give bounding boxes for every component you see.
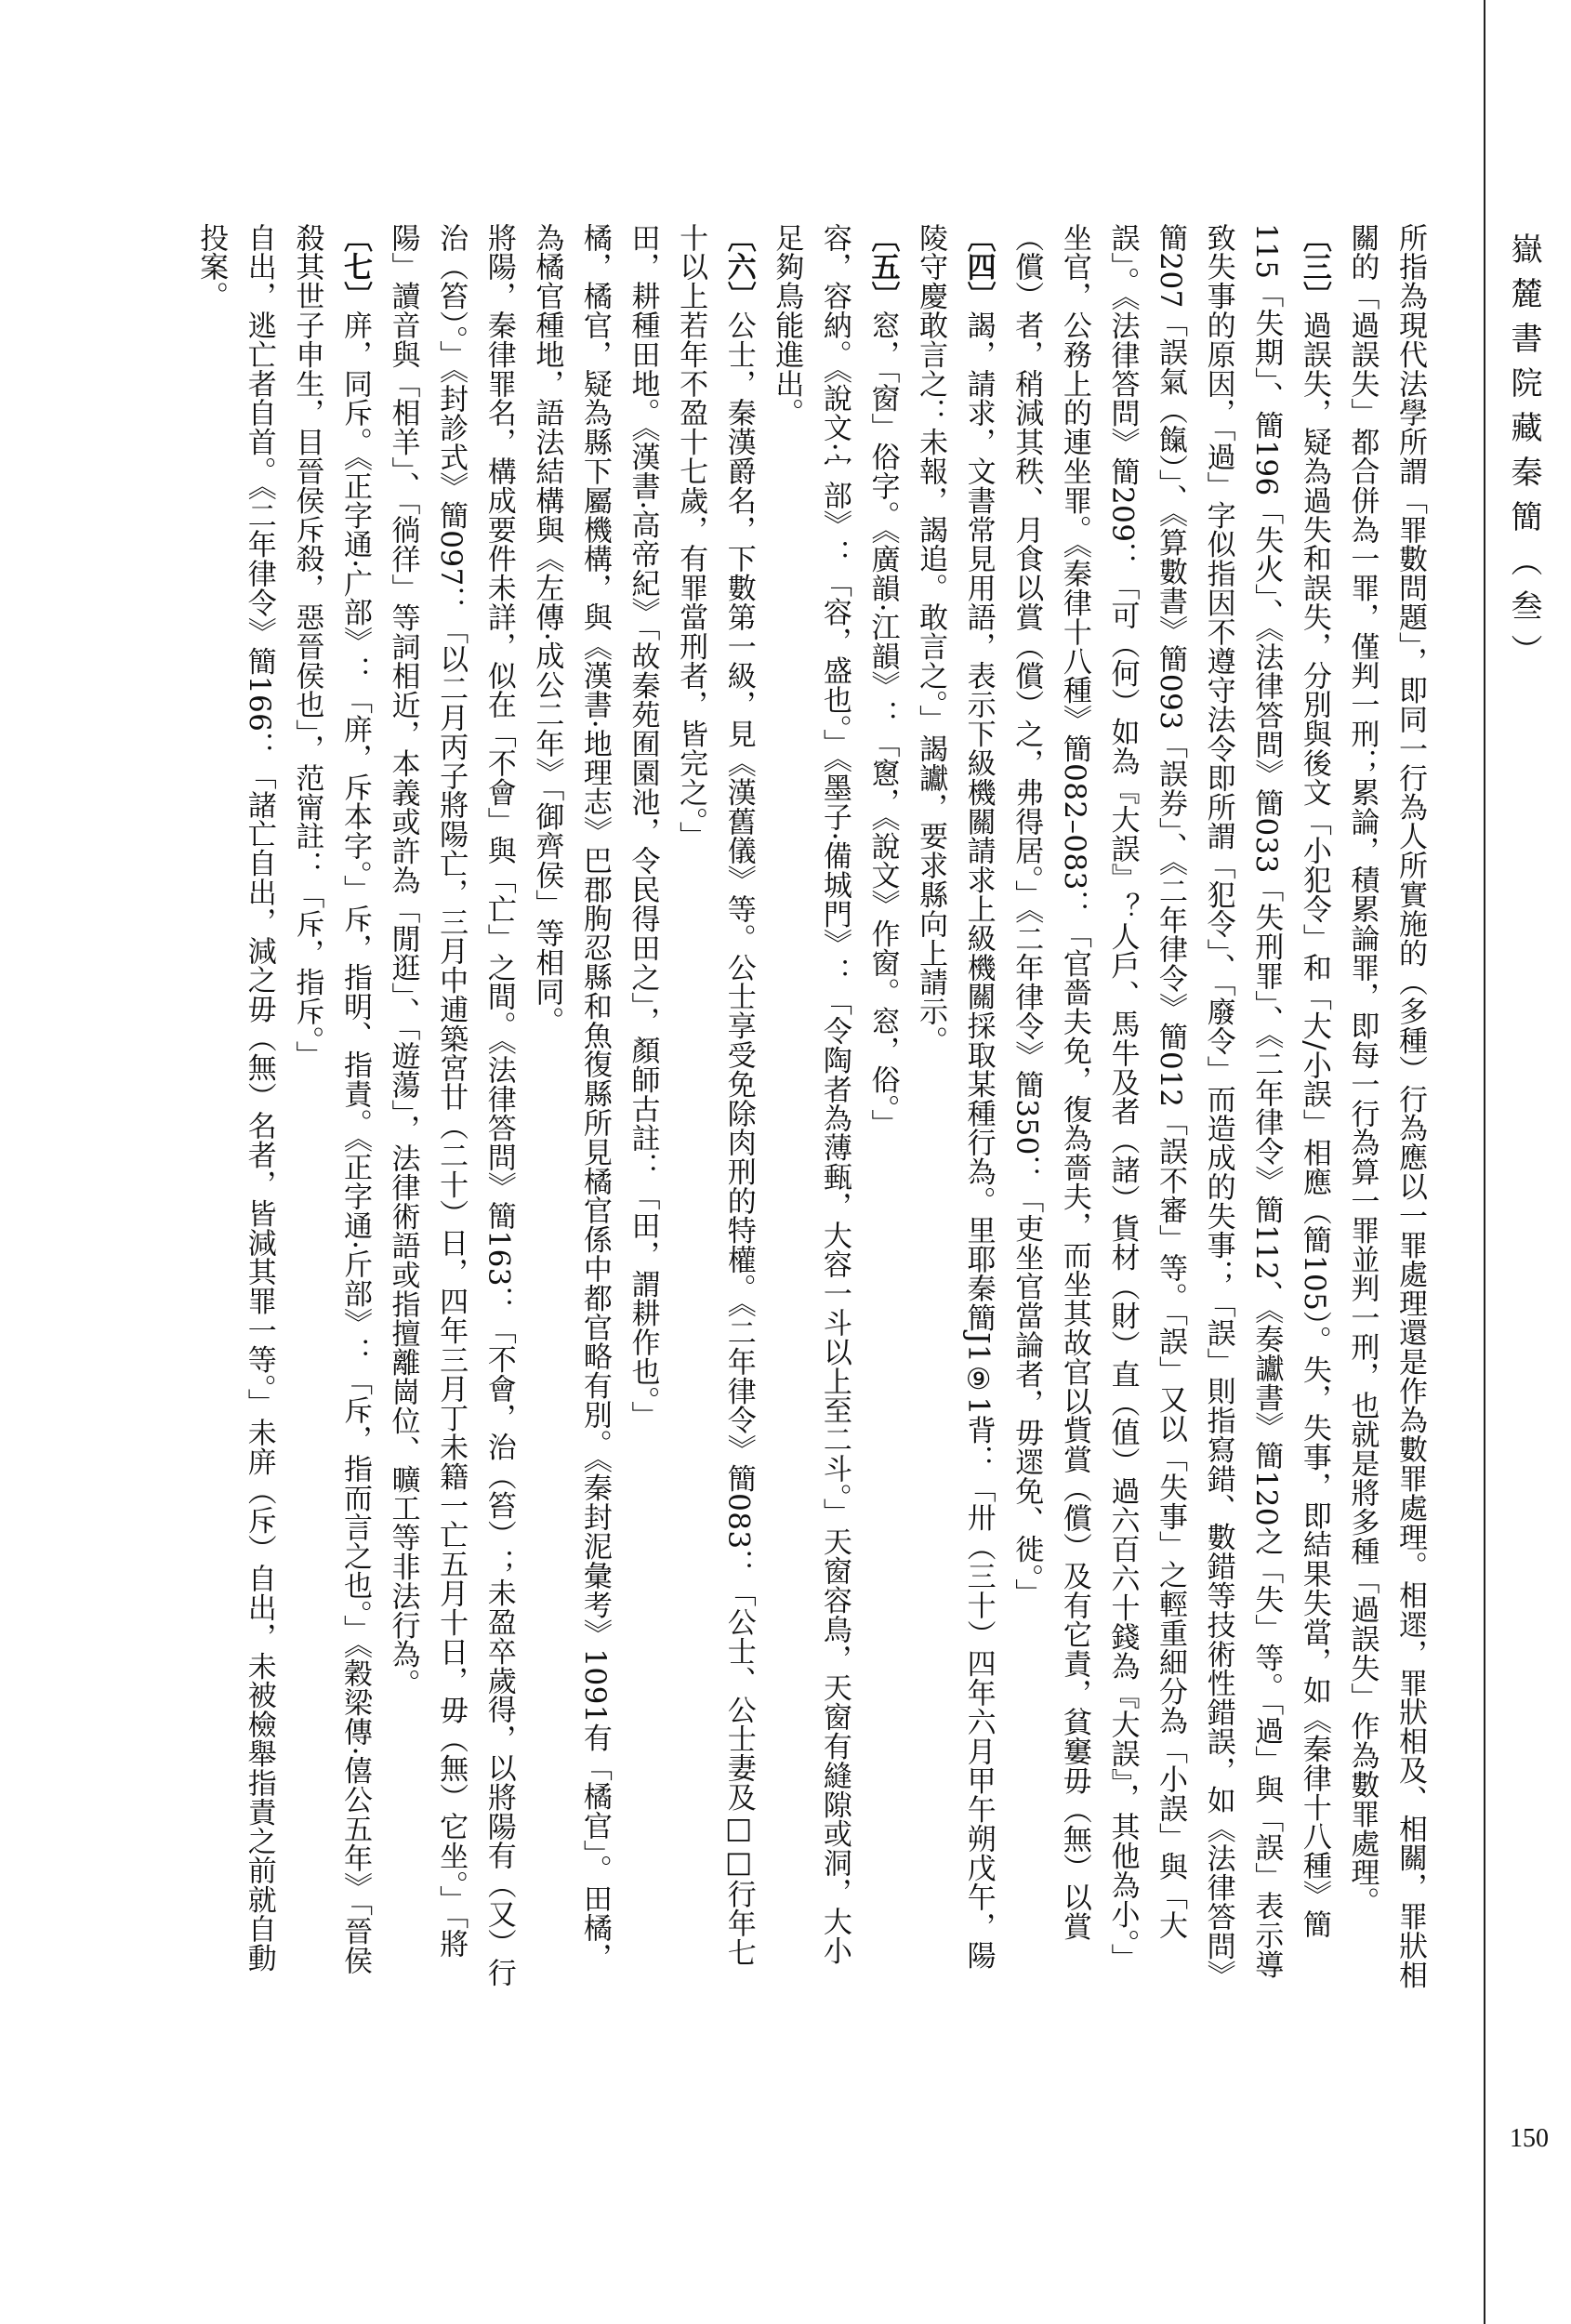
note-paragraph bbox=[1002, 223, 1098, 1989]
note-paragraph bbox=[1338, 223, 1433, 1989]
paragraph-text: 坐官，公務上的連坐罪。《秦律十八種》簡082–083：「官嗇夫免，復為嗇夫，而坐其故官以貲賞（償）及有它責，貧窶毋（無）以賞（償）者，稍減其秩、月食以賞（償）之，弗得居。」《二年律令》簡350：「吏坐官當論者，毋遝免、徙。」 bbox=[1010, 223, 1091, 1942]
note-paragraph bbox=[762, 223, 858, 1989]
note-marker: 〔五〕 bbox=[865, 223, 900, 311]
note-paragraph bbox=[667, 223, 762, 1989]
page-frame-line bbox=[1484, 0, 1485, 2324]
paragraph-text: 庰，同斥。《正字通·广部》：「庰，斥本字。」斥，指明、指責。《正字通·斤部》：「斥，指而言之也。」《穀梁傳·僖公五年》「晉侯殺其世子申生，目晉侯斥殺，惡晉侯也」，范甯註：「斥，指斥。」 bbox=[290, 223, 372, 1975]
note-marker: 〔七〕 bbox=[337, 223, 372, 311]
note-paragraph bbox=[618, 223, 667, 1989]
page-number: 150 bbox=[1510, 2124, 1549, 2153]
note-paragraph bbox=[1098, 223, 1338, 1989]
paragraph-text: 公士，秦漢爵名，下數第一級，見《漢舊儀》等。公士享受免除肉刑的特權。《二年律令》簡083：「公士、公士妻及□□行年七十以上若年不盈十七歲，有罪當刑者，皆完之。」 bbox=[674, 223, 756, 1968]
note-marker: 〔六〕 bbox=[721, 223, 756, 311]
paragraph-text: 自出，逃亡者自首。《二年律令》簡166：「諸亡自出，減之毋（無）名者，皆減其罪一等。」未庰（斥）自出，未被檢舉指責之前就自動投案。 bbox=[194, 223, 276, 1973]
paragraph-text: 將陽，秦律罪名，構成要件未詳，似在「不會」與「亡」之間。《法律答問》簡163：「不會，治（笞）；未盈卒歲得，以將陽有（又）行治（笞）。」《封診式》簡097：「以二月丙子將陽亡，三月中逋築宮廿（二十）日，四年三月丁未籍一亡五月十日，毋（無）它坐。」「將陽」讀音與「相羊」、「徜徉」等詞相近，本義或許為「閒逛」、「遊蕩」，法律術語或指擅離崗位、曠工等非法行為。 bbox=[386, 223, 516, 1987]
paragraph-text: 田，耕種田地。《漢書·高帝紀》「故秦苑囿園池，令民得田之」，顏師古註：「田，謂耕作也。」 bbox=[626, 223, 660, 1431]
note-paragraph bbox=[378, 223, 522, 1989]
note-paragraph bbox=[858, 223, 906, 1989]
note-marker: 〔三〕 bbox=[1297, 223, 1331, 311]
running-header: 嶽麓書院藏秦簡（叁） bbox=[1505, 232, 1542, 679]
note-paragraph bbox=[522, 223, 618, 1989]
note-paragraph bbox=[283, 223, 378, 1989]
paragraph-text: 謁，請求，文書常見用語，表示下級機關請求上級機關採取某種行為。里耶秦簡J1⑨1背：「卅（三十）四年六月甲午朔戊午，陽陵守慶敢言之：未報，謁追。敢言之。」謁讞，要求縣向上請示。 bbox=[914, 223, 996, 1971]
paragraph-text: 橘，橘官，疑為縣下屬機構，與《漢書·地理志》巴郡朐忍縣和魚復縣所見橘官係中都官略有別。《秦封泥彙考》1091有「橘官」。田橘，為橘官種地，語法結構與《左傳·成公二年》「御齊侯」等相同。 bbox=[530, 223, 612, 1972]
paragraph-text: 容，容納。《說文·宀部》：「容，盛也。」《墨子·備城門》：「令陶者為薄甀，大容一斗以上至二斗。」天窗容鳥，天窗有縫隙或洞，大小足夠鳥能進出。 bbox=[770, 223, 852, 1965]
annotation-body bbox=[113, 223, 1433, 1989]
note-paragraph bbox=[905, 223, 1001, 1989]
paragraph-text: 所指為現代法學所謂「罪數問題」，即同一行為人所實施的（多種）行為應以一罪處理還是作為數罪處理。相遝，罪狀相及、相關，罪狀相關的「過誤失」都合併為一罪，僅判一刑；累論，積累論罪，即每一行為算一罪並判一刑，也就是將多種「過誤失」作為數罪處理。 bbox=[1345, 223, 1427, 1989]
note-paragraph bbox=[187, 223, 283, 1989]
paragraph-text: 窓，「窗」俗字。《廣韻·江韻》：「窻，《說文》作窗。窓，俗。」 bbox=[865, 310, 900, 1139]
paragraph-text: 過誤失，疑為過失和誤失，分別與後文「小犯令」和「大/小誤」相應（簡105）。失，失事，即結果失當，如《秦律十八種》簡115「失期」、簡196「失火」、《法律答問》簡033「失刑罪」、《二年律令》簡112、《奏讞書》簡120之「失」等。「過」與「誤」表示導致失事的原因，「過」字似指因不遵守法令即所謂「犯令」、「廢令」而造成的失事；「誤」則指寫錯、數錯等技術性錯誤，如《法律答問》簡207「誤氣（餼）」、《算數書》簡093「誤券」、《二年律令》簡012「誤不審」等。「誤」又以「失事」之輕重細分為「小誤」與「大誤」。《法律答問》簡209：「可（何）如為『大誤』？人戶、馬牛及者（諸）貨材（財）直（值）過六百六十錢為『大誤』，其他為小。」 bbox=[1105, 223, 1331, 1979]
note-marker: 〔四〕 bbox=[961, 223, 996, 311]
